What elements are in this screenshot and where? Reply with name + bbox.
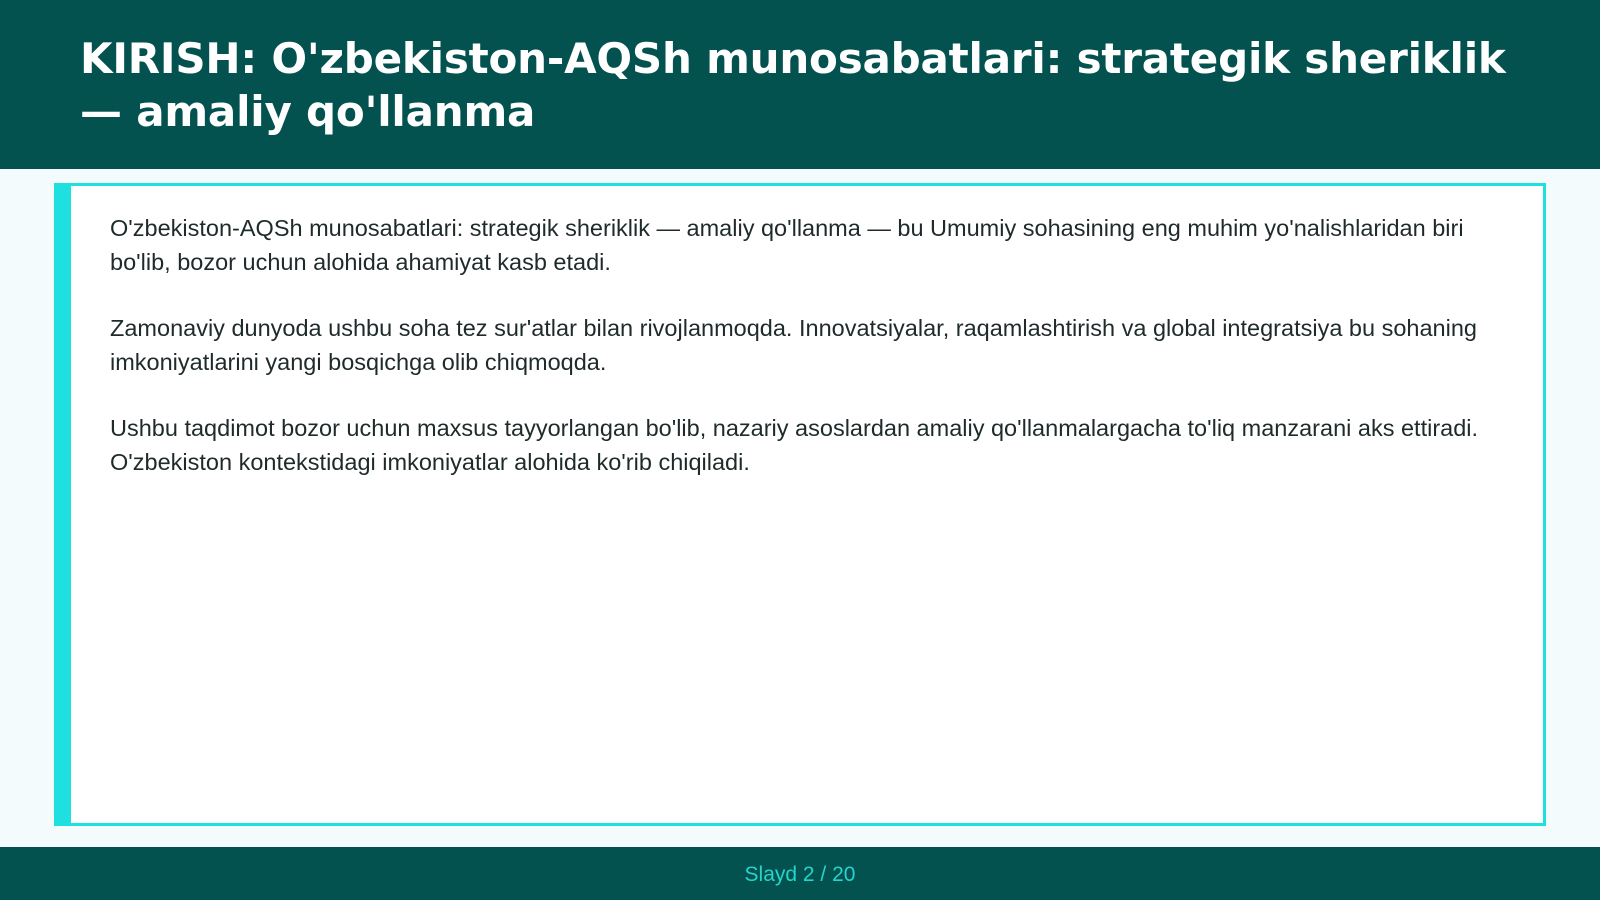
content-card — [54, 183, 1546, 826]
slide-header — [0, 0, 1600, 169]
slide-footer — [0, 847, 1600, 900]
context-paragraph: Zamonaviy dunyoda ushbu soha tez sur'atlar bilan rivojlanmoqda. Innovatsiyalar, raqamlashtirish va global integratsiya bu sohaning imkoniyatlarini yangi bosqichga olib chiqmoqda. — [110, 315, 1477, 375]
slide-counter: Slayd 2 / 20 — [744, 863, 856, 886]
purpose-paragraph: Ushbu taqdimot bozor uchun maxsus tayyorlangan bo'lib, nazariy asoslardan amaliy qo'llanmalargacha to'liq manzarani aks ettiradi. O'zbekiston kontekstidagi imkoniyatlar alohida ko'rib chiqiladi. — [110, 415, 1479, 475]
slide-title: KIRISH: O'zbekiston-AQSh munosabatlari: strategik sheriklik — amaliy qo'llanma — [80, 34, 1506, 136]
intro-paragraph: O'zbekiston-AQSh munosabatlari: strategik sheriklik — amaliy qo'llanma — bu Umumiy sohasining eng muhim yo'nalishlaridan biri bo'lib, bozor uchun alohida ahamiyat kasb etadi. — [110, 215, 1464, 275]
